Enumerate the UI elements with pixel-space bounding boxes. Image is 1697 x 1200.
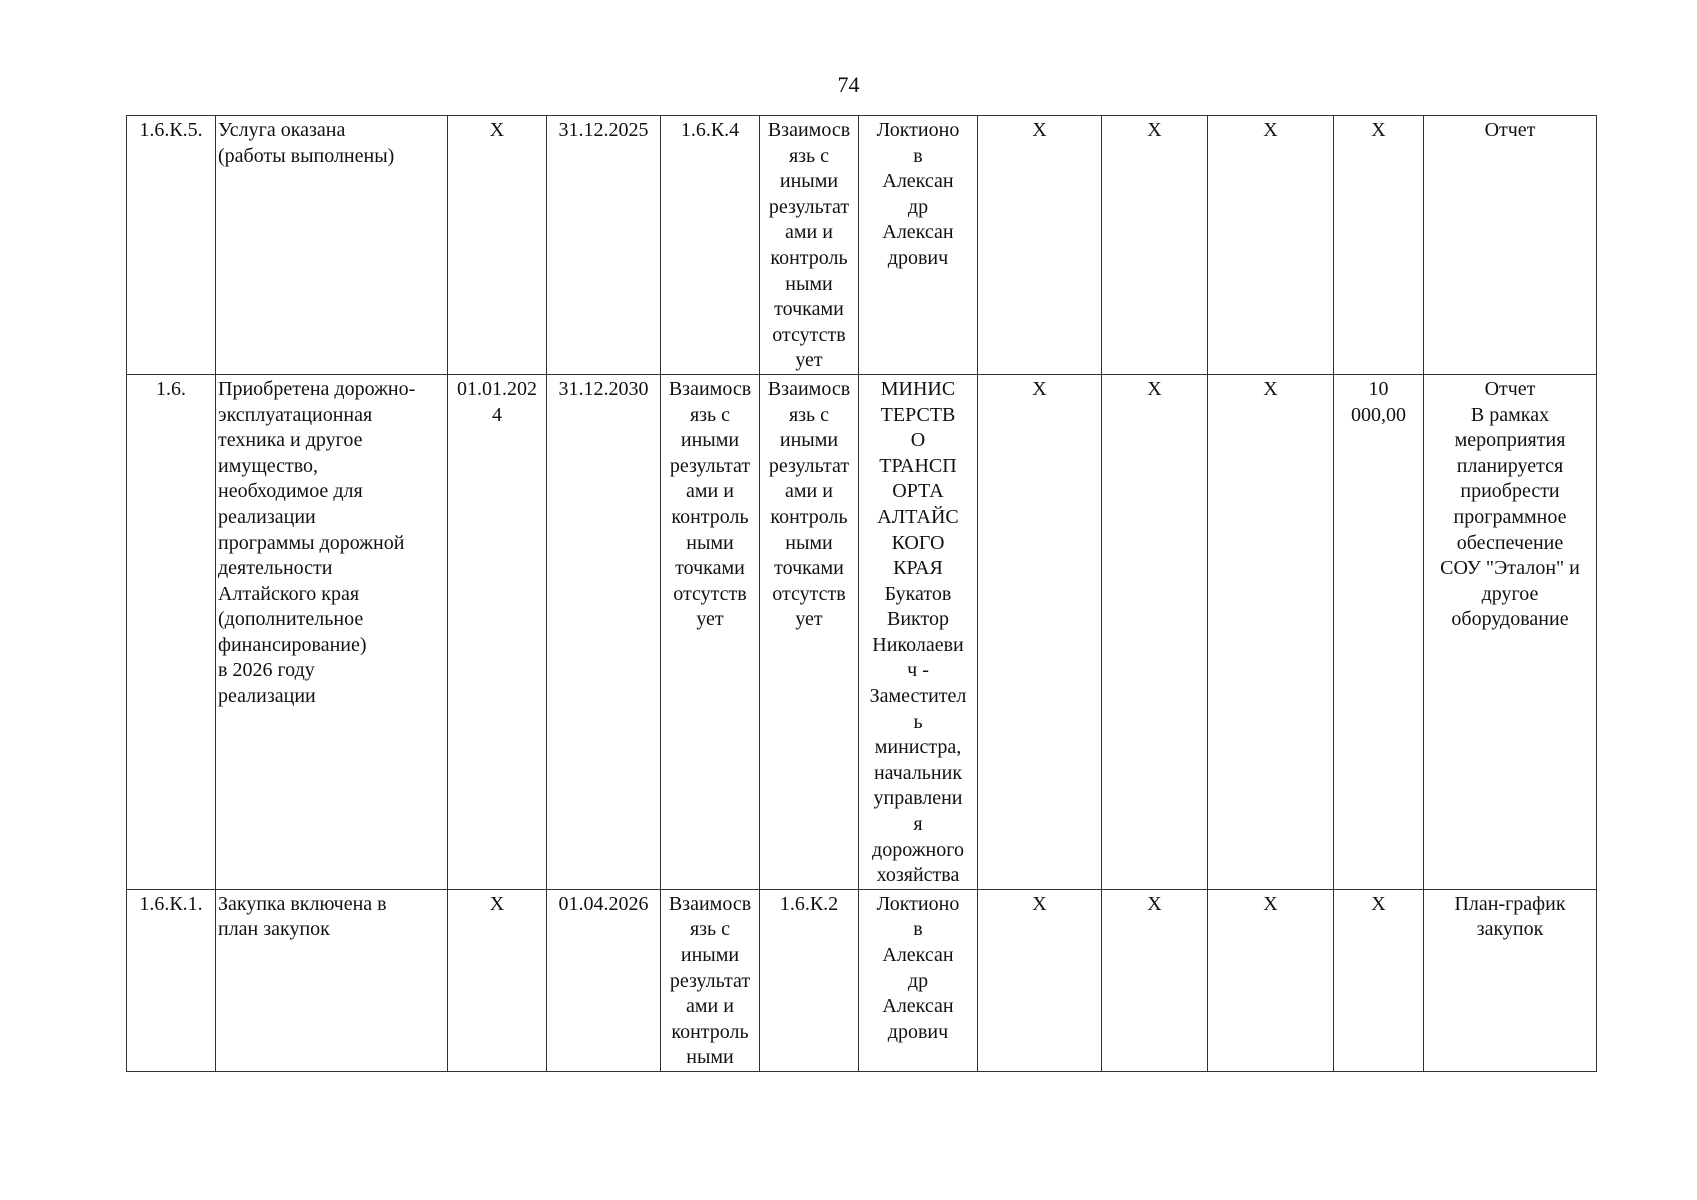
row-value-2: Х [1102,889,1208,1071]
row-predecessor: 1.6.К.4 [661,116,760,375]
row-code: 1.6.К.5. [127,116,216,375]
row-value-3: Х [1208,116,1334,375]
row-document: Отчет [1424,116,1597,375]
row-start-date: 01.01.202 4 [448,374,547,889]
row-responsible: Локтионо в Алексан др Алексан дрович [859,116,978,375]
row-value-1: Х [978,889,1102,1071]
table-row [127,889,1597,1071]
row-end-date: 01.04.2026 [547,889,661,1071]
row-end-date: 31.12.2025 [547,116,661,375]
row-document: План-график закупок [1424,889,1597,1071]
row-successor: Взаимосв язь с иными результат ами и контроль ными точками отсутств ует [760,116,859,375]
row-responsible: Локтионо в Алексан др Алексан дрович [859,889,978,1071]
row-value-1: Х [978,374,1102,889]
row-code: 1.6. [127,374,216,889]
row-predecessor: Взаимосв язь с иными результат ами и контроль ными точками отсутств ует [661,374,760,889]
row-value-4: 10 000,00 [1334,374,1424,889]
row-value-4: Х [1334,889,1424,1071]
row-predecessor: Взаимосв язь с иными результат ами и контроль ными [661,889,760,1071]
row-name: Услуга оказана (работы выполнены) [216,116,448,375]
row-value-1: Х [978,116,1102,375]
row-start-date: Х [448,116,547,375]
row-value-2: Х [1102,116,1208,375]
row-start-date: Х [448,889,547,1071]
table-row [127,116,1597,375]
row-value-4: Х [1334,116,1424,375]
row-document: Отчет В рамках мероприятия планируется приобрести программное обеспечение СОУ "Эталон" и другое оборудование [1424,374,1597,889]
row-responsible: МИНИС ТЕРСТВ О ТРАНСП ОРТА АЛТАЙС КОГО КРАЯ Букатов Виктор Николаеви ч - Заместител ь министра, начальник управлени я дорожного хозяйства [859,374,978,889]
row-end-date: 31.12.2030 [547,374,661,889]
row-successor: Взаимосв язь с иными результат ами и контроль ными точками отсутств ует [760,374,859,889]
page-number: 74 [837,72,860,97]
table-row [127,374,1597,889]
schedule-table [126,115,1597,1072]
row-name: Закупка включена в план закупок [216,889,448,1071]
row-name: Приобретена дорожно- эксплуатационная техника и другое имущество, необходимое для реализации программы дорожной деятельности Алтайского края (дополнительное финансирование) в 2026 году реализации [216,374,448,889]
row-successor: 1.6.К.2 [760,889,859,1071]
row-value-3: Х [1208,889,1334,1071]
row-value-2: Х [1102,374,1208,889]
row-value-3: Х [1208,374,1334,889]
row-code: 1.6.К.1. [127,889,216,1071]
